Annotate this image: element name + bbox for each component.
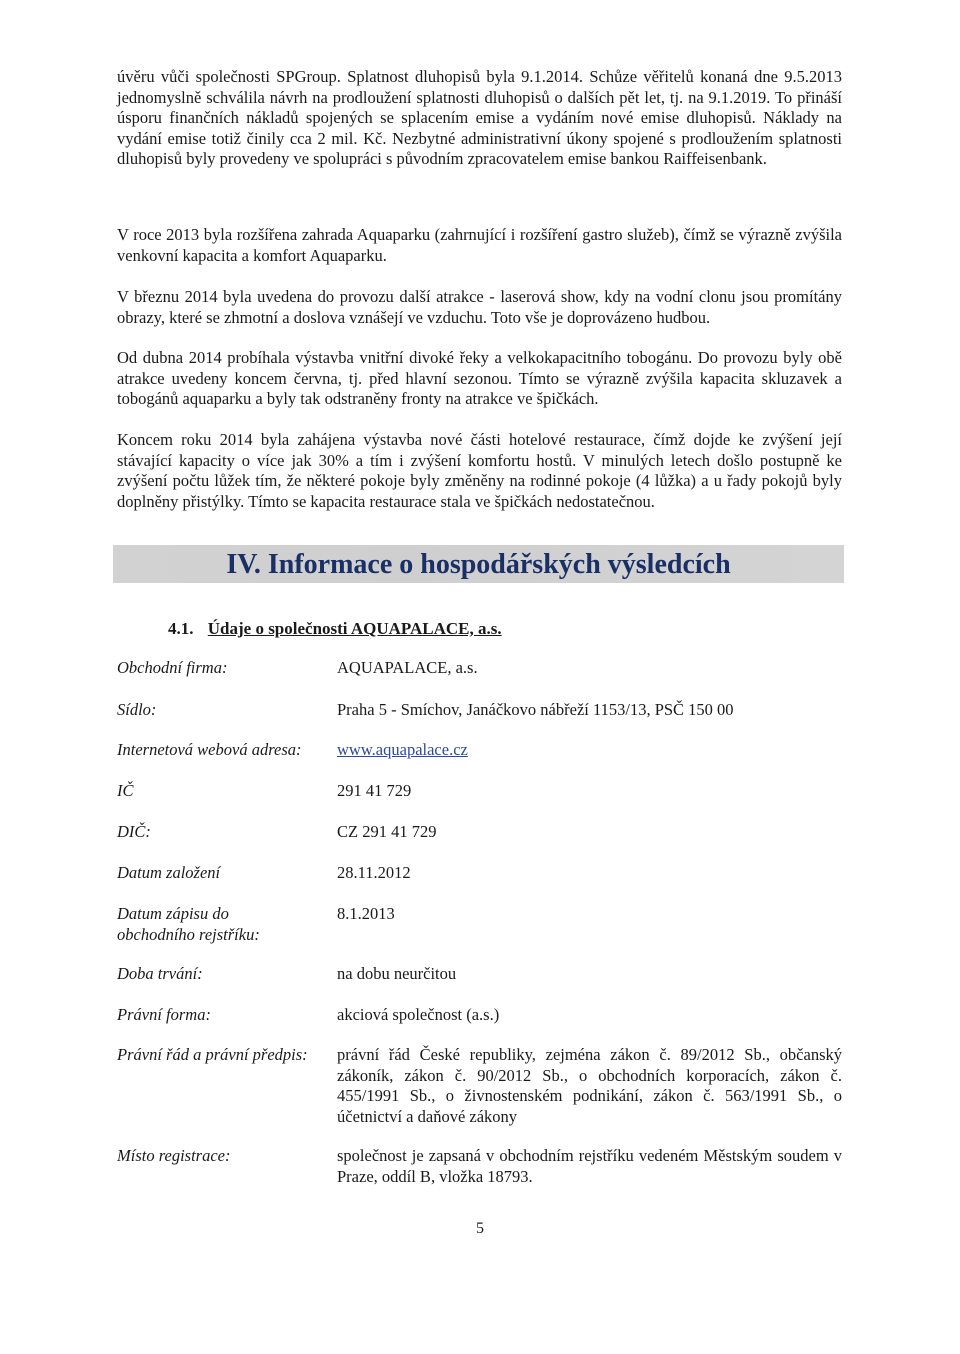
value-duration: na dobu neurčitou <box>337 964 457 983</box>
value-website-cell <box>337 740 842 761</box>
label-founded: Datum založení <box>117 863 221 882</box>
label-legal-order: Právní řád a právní předpis: <box>117 1045 308 1064</box>
section-banner <box>113 545 844 583</box>
label-seat: Sídlo: <box>117 700 157 719</box>
value-ic: 291 41 729 <box>337 781 412 800</box>
paragraph-bonds: úvěru vůči společnosti SPGroup. Splatnost dluhopisů byla 9.1.2014. Schůze věřitelů konaná dne 9.5.2013 jednomyslně schválila návrh na prodloužení splatnosti dluhopisů o dalších pět let, tj. na 9.1.2019. To přináší úsporu finančních nákladů spojených se splacením emise a vydáním nové emise dluhopisů. Náklady na vydání emise totiž činily cca 2 mil. Kč. Nezbytné administrativní úkony spojené s prodloužením splatnosti dluhopisů byly provedeny ve spolupráci s původním zpracovatelem emise bankou Raiffeisenbank. <box>117 67 842 168</box>
label-registered: Datum zápisu do obchodního rejstříku: <box>117 904 260 944</box>
value-legal-form: akciová společnost (a.s.) <box>337 1005 500 1024</box>
paragraph-restaurant: Koncem roku 2014 byla zahájena výstavba nové části hotelové restaurace, čímž dojde ke zvýšení její stávající kapacity o více jak 30% a tím i zvýšení komfortu hostů. V minulých letech došlo postupně ke zvýšení počtu lůžek tím, že některé pokoje byly změněny na rodinné pokoje (4 lůžka) a u řady pokojů byly doplněny přistýlky. Tímto se kapacita restaurace stala ve špičkách nedostatečnou. <box>117 430 842 511</box>
value-registration-place: společnost je zapsaná v obchodním rejstříku vedeném Městským soudem v Praze, oddíl B, vložka 18793. <box>337 1146 842 1186</box>
value-dic: CZ 291 41 729 <box>337 822 437 841</box>
label-ic: IČ <box>117 781 134 800</box>
paragraph-laser-show: V březnu 2014 byla uvedena do provozu další atrakce - laserová show, kdy na vodní clonu jsou promítány obrazy, které se zhmotní a doslova vznášejí ve vzduchu. Toto vše je doprovázeno hudbou. <box>117 287 842 327</box>
paragraph-garden: V roce 2013 byla rozšířena zahrada Aquaparku (zahrnující i rozšíření gastro služeb), čímž se výrazně zvýšila venkovní kapacita a komfort Aquaparku. <box>117 225 842 265</box>
value-company-name: AQUAPALACE, a.s. <box>337 658 478 677</box>
label-website: Internetová webová adresa: <box>117 740 302 759</box>
subsection-number: 4.1. <box>168 619 194 638</box>
label-registration-place: Místo registrace: <box>117 1146 231 1165</box>
label-dic: DIČ: <box>117 822 151 841</box>
value-registered: 8.1.2013 <box>337 904 395 923</box>
paragraph-river-slide: Od dubna 2014 probíhala výstavba vnitřní divoké řeky a velkokapacitního tobogánu. Do provozu byly obě atrakce uvedeny koncem června, tj. před hlavní sezonou. Tímto se výrazně zvýšila kapacita skluzavek a tobogánů aquaparku a byly tak odstraněny fronty na atrakce ve špičkách. <box>117 348 842 408</box>
label-duration: Doba trvání: <box>117 964 203 983</box>
value-seat: Praha 5 - Smíchov, Janáčkovo nábřeží 1153/13, PSČ 150 00 <box>337 700 734 719</box>
value-legal-order: právní řád České republiky, zejména zákon č. 89/2012 Sb., občanský zákoník, zákon č. 90/2012 Sb., o obchodních korporacích, zákon č. 455/1991 Sb., o živnostenském podnikání, zákon č. 563/1991 Sb., o účetnictví a daňové zákony <box>337 1045 842 1126</box>
section-title: IV. Informace o hospodářských výsledcích <box>226 549 731 580</box>
subsection-heading <box>168 619 502 639</box>
subsection-title: Údaje o společnosti AQUAPALACE, a.s. <box>207 619 502 638</box>
value-founded: 28.11.2012 <box>337 863 411 882</box>
page-number: 5 <box>476 1220 484 1237</box>
website-link[interactable]: www.aquapalace.cz <box>337 740 468 759</box>
label-company-name: Obchodní firma: <box>117 658 228 677</box>
label-legal-form: Právní forma: <box>117 1005 211 1024</box>
